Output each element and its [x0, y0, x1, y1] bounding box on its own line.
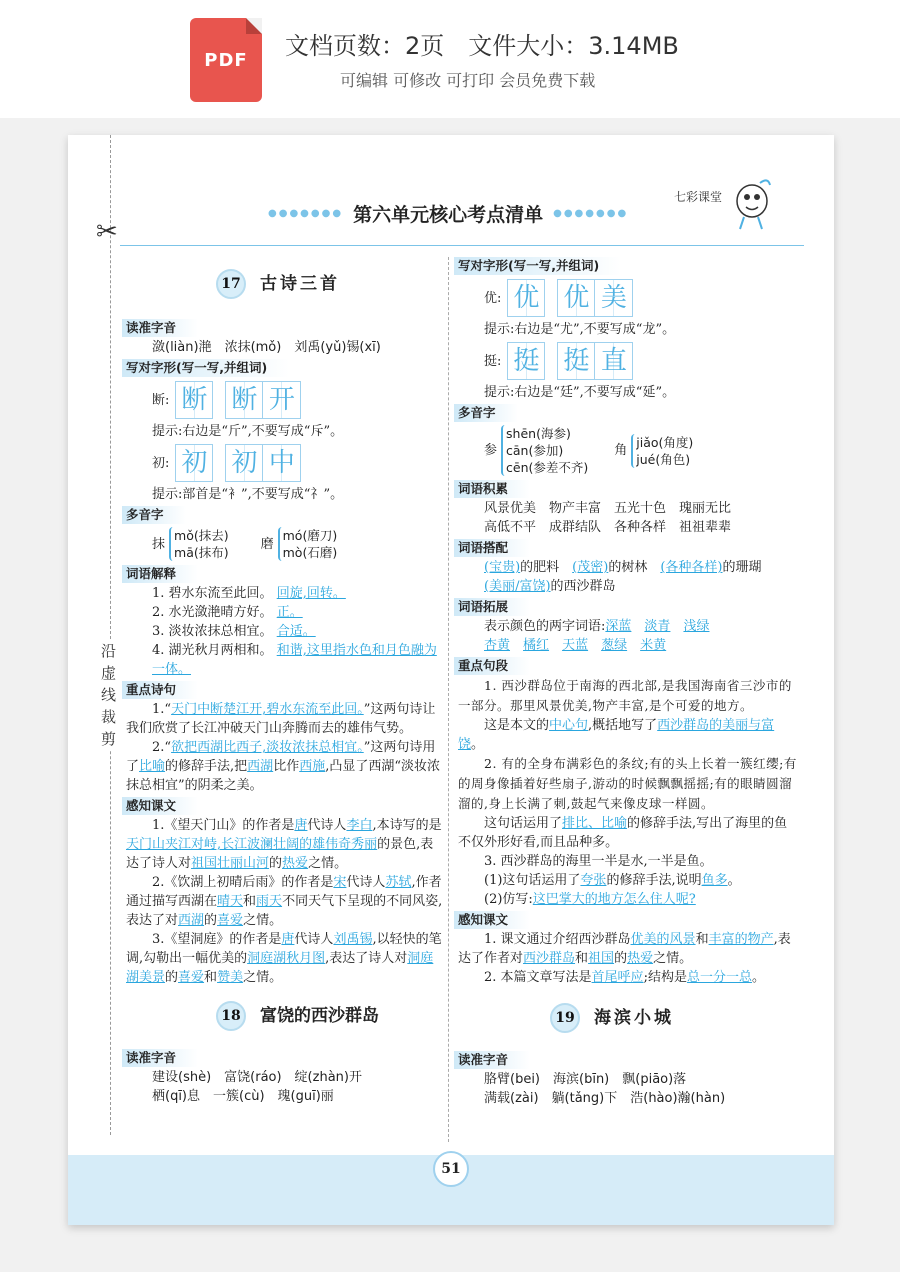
pronunciation-line: 满载(zài) 躺(tǎng)下 浩(hào)瀚(hàn) — [484, 1091, 726, 1106]
practice-cell: 中 — [263, 444, 301, 482]
practice-cell: 挺 — [557, 342, 595, 380]
text-summary: 3.《望洞庭》的作者是唐代诗人刘禹锡,以轻快的笔调,勾勒出一幅优美的洞庭湖秋月图,表达了诗人对洞庭湖美景的喜爱和赞美之情。 — [126, 932, 442, 985]
word-line: 高低不平 成群结队 各种各样 祖祖辈辈 — [484, 520, 732, 535]
expand-line: 杏黄 橘红 天蓝 葱绿 米黄 — [484, 638, 667, 653]
lesson-number: 17 — [216, 269, 246, 299]
practice-cell: 美 — [595, 279, 633, 317]
polyphone-reading: mò(石磨) — [282, 545, 338, 560]
polyphone-char: 抹 — [152, 536, 166, 552]
key-line: 1.“天门中断楚江开,碧水东流至此回。”这两句诗让我们欣赏了长江冲破天门山奔腾而去的雄伟气势。 — [126, 702, 436, 736]
practice-cell: 开 — [263, 381, 301, 419]
writing-hint: 提示:右边是“尤”,不要写成“龙”。 — [484, 322, 676, 337]
section-heading: 感知课文 — [122, 797, 198, 815]
practice-cell: 直 — [595, 342, 633, 380]
practice-cell: 挺 — [507, 342, 545, 380]
practice-cell: 初 — [225, 444, 263, 482]
left-column — [126, 267, 444, 1106]
decor-dots-right-icon: ●●●●●●● — [553, 208, 629, 219]
polyphone-reading: cān(参加) — [506, 443, 564, 458]
lesson-19-header — [550, 1001, 798, 1035]
section-heading: 读准字音 — [122, 319, 198, 337]
paragraph-note: (1)这句话运用了夸张的修辞手法,说明鱼多。 — [484, 873, 741, 888]
practice-cell: 优 — [557, 279, 595, 317]
polyphone-group — [152, 527, 444, 561]
writing-row — [484, 342, 798, 380]
section-heading: 词语积累 — [454, 480, 530, 498]
writing-row — [484, 279, 798, 317]
section-heading: 词语拓展 — [454, 598, 530, 616]
key-paragraph: 2. 有的全身布满彩色的条纹;有的头上长着一簇红缨;有的周身像插着好些扇子,游动的时候飘飘摇摇;有的眼睛圆溜溜的,身上长满了刺,鼓起气来像皮球一样圆。 — [458, 756, 797, 811]
paragraph-note: 这是本文的中心句,概括地写了西沙群岛的美丽与富饶。 — [458, 718, 775, 752]
mascot-icon — [728, 175, 776, 233]
section-heading: 多音字 — [454, 404, 518, 422]
match-line: (宝贵)的肥料 (茂密)的树林 (各种各样)的珊瑚 — [484, 560, 762, 575]
explain-item: 4. 湖光秋月两相和。 和谐,这里指水色和月色融为一体。 — [152, 643, 437, 677]
polyphone-reading: mǒ(抹去) — [174, 528, 229, 543]
page-number: 51 — [433, 1151, 469, 1187]
word-line: 风景优美 物产丰富 五光十色 瑰丽无比 — [484, 501, 732, 516]
writing-hint: 提示:部首是“衤”,不要写成“礻”。 — [152, 487, 344, 502]
polyphone-char: 磨 — [260, 536, 274, 552]
practice-cell: 断 — [175, 381, 213, 419]
writing-label: 挺: — [484, 353, 502, 369]
cut-instruction: 沿虚线裁剪 — [101, 640, 119, 750]
paragraph-note: (2)仿写:这巴掌大的地方怎么住人呢? — [484, 892, 696, 907]
writing-row — [152, 444, 444, 482]
writing-label: 初: — [152, 455, 170, 471]
writing-row — [152, 381, 444, 419]
pronunciation-line: 建设(shè) 富饶(ráo) 绽(zhàn)开 — [152, 1070, 362, 1085]
top-banner — [0, 0, 900, 118]
pronunciation-line: 潋(liàn)滟 浓抹(mǒ) 刘禹(yǔ)锡(xī) — [152, 340, 381, 355]
pronunciation-line: 栖(qī)息 一簇(cù) 瑰(guī)丽 — [152, 1089, 334, 1104]
match-line: (美丽/富饶)的西沙群岛 — [484, 579, 616, 594]
cut-line — [110, 135, 111, 1135]
paragraph-note: 这句话运用了排比、比喻的修辞手法,写出了海里的鱼不仅外形好看,而且品种多。 — [458, 816, 788, 850]
text-summary: 1. 课文通过介绍西沙群岛优美的风景和丰富的物产,表达了作者对西沙群岛和祖国的热爱之情。 — [458, 932, 791, 966]
practice-cell: 初 — [175, 444, 213, 482]
explain-item: 1. 碧水东流至此回。 回旋,回转。 — [152, 586, 346, 601]
polyphone-char: 角 — [614, 443, 628, 458]
decor-dots-left-icon: ●●●●●●● — [268, 208, 344, 219]
section-heading: 写对字形(写一写,并组词) — [454, 257, 621, 275]
polyphone-reading: mā(抹布) — [174, 545, 229, 560]
lesson-17-header — [216, 267, 444, 301]
lesson-number: 19 — [550, 1003, 580, 1033]
section-heading: 重点句段 — [454, 657, 530, 675]
polyphone-reading: jué(角色) — [636, 451, 691, 467]
brand-label: 七彩课堂 — [673, 190, 722, 204]
key-line: 2.“欲把西湖比西子,淡妆浓抹总相宜。”这两句诗用了比喻的修辞手法,把西湖比作西施,凸显了西湖“淡妆浓抹总相宜”的阴柔之美。 — [126, 740, 440, 793]
polyphone-reading: jiǎo(角度) — [636, 434, 694, 450]
text-summary: 1.《望天门山》的作者是唐代诗人李白,本诗写的是天门山夹江对峙,长江波澜壮阔的雄伟奇秀丽的景色,表达了诗人对祖国壮丽山河的热爱之情。 — [126, 818, 442, 871]
lesson-18-header — [216, 999, 444, 1033]
text-summary: 2.《饮湖上初晴后雨》的作者是宋代诗人苏轼,作者通过描写西湖在晴天和雨天不同天气下呈现的不同风姿,表达了对西湖的喜爱之情。 — [126, 875, 443, 928]
worksheet-page — [68, 135, 834, 1225]
writing-hint: 提示:右边是“廷”,不要写成“延”。 — [484, 385, 676, 400]
lesson-number: 18 — [216, 1001, 246, 1031]
text-summary: 2. 本篇文章写法是首尾呼应;结构是总一分一总。 — [484, 970, 765, 985]
writing-label: 断: — [152, 392, 170, 408]
expand-line: 表示颜色的两字词语:深蓝 淡青 浅绿 — [484, 619, 710, 634]
section-heading: 写对字形(写一写,并组词) — [122, 359, 289, 377]
pronunciation-line: 胳臂(bei) 海滨(bīn) 飘(piāo)落 — [484, 1072, 687, 1087]
header-divider — [120, 245, 804, 246]
section-heading: 词语搭配 — [454, 539, 530, 557]
explain-item: 3. 淡妆浓抹总相宜。 合适。 — [152, 624, 316, 639]
polyphone-reading: shēn(海参) — [506, 426, 571, 441]
polyphone-reading: cēn(参差不齐) — [506, 460, 589, 475]
lesson-title: 富饶的西沙群岛 — [260, 1005, 379, 1026]
practice-cell: 断 — [225, 381, 263, 419]
explain-item: 2. 水光潋滟晴方好。 正。 — [152, 605, 303, 620]
writing-hint: 提示:右边是“斤”,不要写成“斥”。 — [152, 424, 344, 439]
writing-label: 优: — [484, 290, 502, 306]
pdf-icon: PDF — [190, 18, 262, 102]
section-heading: 词语解释 — [122, 565, 198, 583]
page-header — [268, 200, 628, 227]
section-heading: 读准字音 — [454, 1051, 530, 1069]
section-heading: 感知课文 — [454, 911, 530, 929]
column-divider — [448, 257, 449, 1142]
document-info-subtitle: 可编辑 可修改 可打印 会员免费下载 — [340, 71, 596, 90]
document-info-title: 文档页数：2页 文件大小：3.14MB — [285, 32, 679, 60]
page-title: 第六单元核心考点清单 — [353, 204, 544, 226]
section-heading: 重点诗句 — [122, 681, 198, 699]
scissors-icon: ✂ — [96, 217, 118, 247]
key-paragraph: 1. 西沙群岛位于南海的西北部,是我国海南省三沙市的一部分。那里风景优美,物产丰富,是个可爱的地方。 — [458, 678, 792, 713]
practice-cell: 优 — [507, 279, 545, 317]
lesson-title: 古诗三首 — [260, 273, 340, 294]
polyphone-char: 参 — [484, 443, 498, 458]
lesson-title: 海滨小城 — [594, 1007, 674, 1028]
key-paragraph: 3. 西沙群岛的海里一半是水,一半是鱼。 — [484, 854, 713, 869]
polyphone-reading: mó(磨刀) — [282, 528, 338, 543]
right-column — [458, 255, 798, 1108]
polyphone-group — [484, 425, 798, 476]
section-heading: 多音字 — [122, 506, 186, 524]
section-heading: 读准字音 — [122, 1049, 198, 1067]
